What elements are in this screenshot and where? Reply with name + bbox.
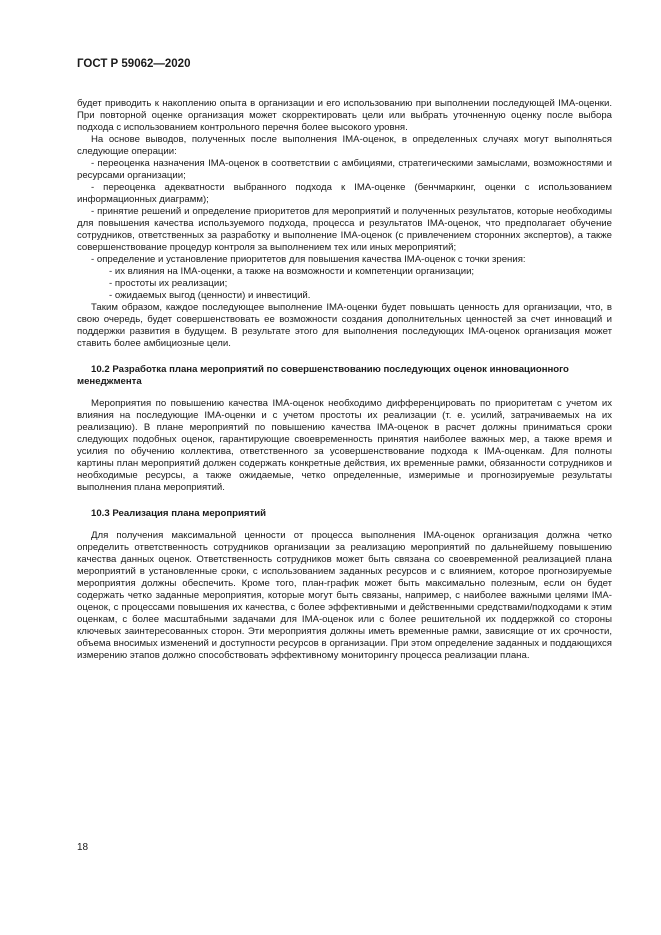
paragraph: Для получения максимальной ценности от процесса выполнения IMA-оценок организация должна четко определить ответственность сотрудников организации за реализацию мероприятий по дальнейшему повышению качества данных оценок. Ответственность сотрудников может быть связана со своевременной реализацией плана мероприятий в установленные сроки, с использованием заданных ресурсов и с влиянием, которое прогнозируемые мероприятия должны обеспечить. Кроме того, план-график может быть максимально полезным, если он будет содержать четко заданные мероприятия, которые могут быть связаны, например, с наиболее важными целями IMA-оценок, с процессами повышения их качества, с более эффективными и действенными средствами/подходами к этим оценкам, с более масштабными задачами для IMA-оценок или с более решительной их поддержкой со стороны ключевых заинтересованных сторон. Эти мероприятия должны иметь временные рамки, зависящие от их срочности, объема вносимых изменений и доступности ресурсов в организации. При этом определение заданных и поддающихся измерению этапов должно способствовать эффективному мониторингу процесса реализации плана. bbox=[77, 530, 612, 661]
sub-list-item: - ожидаемых выгод (ценности) и инвестиций. bbox=[109, 290, 311, 301]
paragraph: На основе выводов, полученных после выполнения IMA-оценок, в определенных случаях могут выполняться следующие операции: bbox=[77, 134, 612, 157]
sub-list bbox=[77, 266, 612, 302]
sub-list-item: - простоты их реализации; bbox=[109, 278, 228, 289]
page-number: 18 bbox=[77, 842, 89, 853]
section-heading-10-2: 10.2 Разработка плана мероприятий по совершенствованию последующих оценок инновационного менеджмента bbox=[77, 364, 569, 387]
paragraph: Таким образом, каждое последующее выполнение IMA-оценки будет повышать ценность для организации, что, в свою очередь, будет совершенствовать ее возможности создания дополнительных ценностей за счет инноваций и поддержки развития в будущем. В результате этого для выполнения последующих IMA-оценок организация может ставить более амбициозные цели. bbox=[77, 302, 612, 349]
body-text bbox=[77, 98, 612, 662]
list-item: - переоценка адекватности выбранного подхода к IMA-оценке (бенчмаркинг, оценки с использованием информационных диаграмм); bbox=[77, 182, 612, 205]
paragraph: будет приводить к накоплению опыта в организации и его использованию при выполнении последующей IMA-оценки. При повторной оценке организация может скорректировать цели или выбрать уточненную оценку после выбора подхода с использованием контрольного перечня более высокого уровня. bbox=[77, 98, 612, 133]
sub-list-item: - их влияния на IMA-оценки, а также на возможности и компетенции организации; bbox=[109, 266, 475, 277]
section-heading-10-3: 10.3 Реализация плана мероприятий bbox=[91, 508, 267, 519]
list-item: - переоценка назначения IMA-оценок в соответствии с амбициями, стратегическими замыслами, возможностями и ресурсами организации; bbox=[77, 158, 612, 181]
list-item: - принятие решений и определение приоритетов для мероприятий и полученных результатов, которые необходимы для повышения качества используемого подхода, процесса и результатов IMA-оценок, что предполагает обучение сотрудников, ответственных за разработку и выполнение IMA-оценок (с привлечением сторонних экспертов), а также совершенствование процедур контроля за выполнением тех или иных мероприятий; bbox=[77, 206, 612, 253]
paragraph: Мероприятия по повышению качества IMA-оценок необходимо дифференцировать по приоритетам с учетом их влияния на последующие IMA-оценки и с учетом простоты их реализации (т. е. усилий, затрачиваемых на их реализацию). В плане мероприятий по повышению качества IMA-оценок в расчет должны приниматься сроки следующих подобных оценок, гарантирующие своевременность принятия наиболее важных мер, а также время и усилия по обучению коллектива, ответственного за усовершенствование подхода к IMA-оценкам. Для полноты картины план мероприятий должен содержать конкретные действия, их временные рамки, обязанности сотрудников и необходимые ресурсы, а также ожидаемые, четко определенные, измеримые и прогнозируемые результаты выполнения плана мероприятий. bbox=[77, 398, 612, 493]
list-item: - определение и установление приоритетов для повышения качества IMA-оценок с точки зрения: bbox=[91, 254, 526, 265]
page-header: ГОСТ Р 59062—2020 bbox=[77, 58, 191, 70]
